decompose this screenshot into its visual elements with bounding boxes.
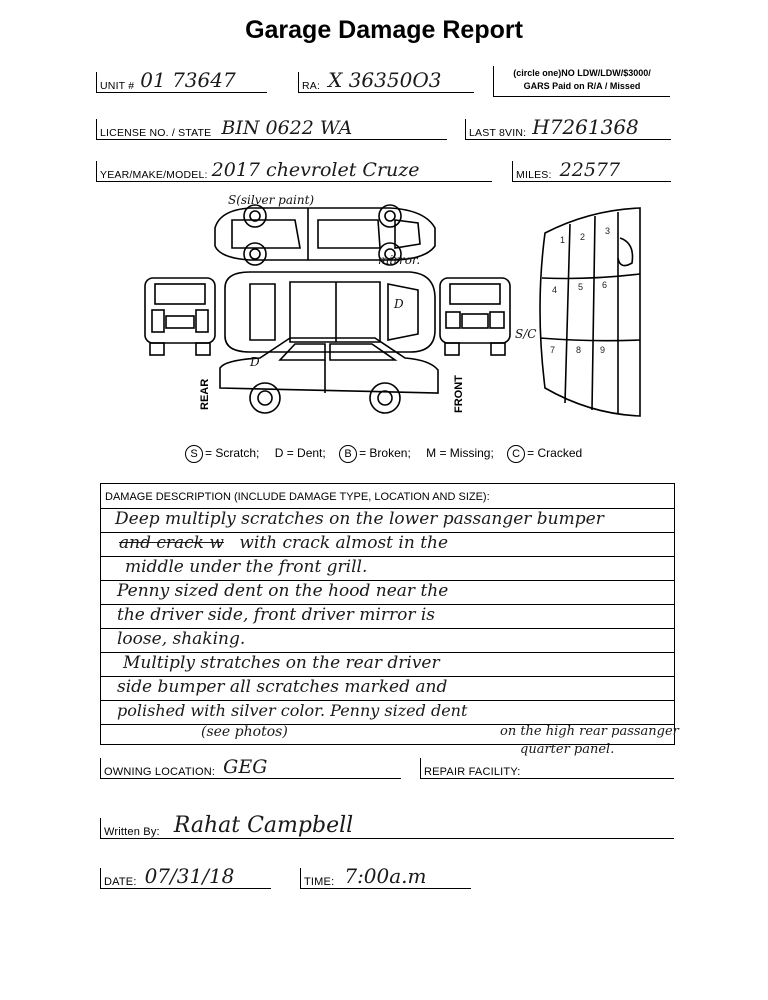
miles-field[interactable] xyxy=(512,161,671,182)
written-by-field[interactable] xyxy=(100,813,674,839)
damage-line-10: (see photos) xyxy=(201,724,288,740)
hood-num-7: 7 xyxy=(550,345,556,355)
time-value: 7:00a.m xyxy=(344,864,427,888)
unit-value: 01 73647 xyxy=(140,68,236,92)
damage-description-box[interactable] xyxy=(100,483,675,745)
written-value: Rahat Campbell xyxy=(173,813,354,838)
miles-value: 22577 xyxy=(559,159,621,181)
damage-line-2 xyxy=(119,533,448,553)
damage-line-5: the driver side, front driver mirror is xyxy=(117,605,436,625)
miles-label: MILES: xyxy=(516,169,552,181)
damage-line-8: side bumper all scratches marked and xyxy=(117,677,448,697)
car-front-view xyxy=(440,278,510,355)
damage-line-1: Deep multiply scratches on the lower passanger bumper xyxy=(115,509,604,529)
license-label: LICENSE NO. / STATE xyxy=(100,127,212,139)
ra-field[interactable] xyxy=(298,68,474,93)
license-value: BIN 0622 WA xyxy=(221,117,353,139)
written-label: Written By: xyxy=(104,826,160,838)
legend-s: S xyxy=(185,445,203,463)
note-dent-top: D xyxy=(394,297,404,311)
ymm-value: 2017 chevrolet Cruze xyxy=(211,159,420,181)
legend xyxy=(185,445,582,463)
damage-description-header: DAMAGE DESCRIPTION (INCLUDE DAMAGE TYPE, LOCATION AND SIZE): xyxy=(105,491,490,503)
repair-label: REPAIR FACILITY: xyxy=(424,766,521,778)
hood-num-2: 2 xyxy=(580,232,586,242)
car-rear-view xyxy=(145,278,215,355)
date-label: DATE: xyxy=(104,876,137,888)
ymm-label: YEAR/MAKE/MODEL: xyxy=(100,169,208,181)
hood-num-3: 3 xyxy=(605,226,611,236)
vehicle-diagram xyxy=(140,188,660,438)
legend-c: C xyxy=(507,445,525,463)
damage-overflow-1: on the high rear passanger xyxy=(500,724,679,739)
page-title: Garage Damage Report xyxy=(245,16,523,44)
damage-line-3: middle under the front grill. xyxy=(125,557,368,577)
vin-value: H7261368 xyxy=(532,115,639,139)
hood-num-4: 4 xyxy=(552,285,558,295)
unit-field[interactable] xyxy=(96,68,267,93)
damage-line-4: Penny sized dent on the hood near the xyxy=(117,581,449,601)
damage-line-6: loose, shaking. xyxy=(117,629,246,649)
legend-cracked: = Cracked xyxy=(527,446,583,460)
date-value: 07/31/18 xyxy=(144,864,235,888)
front-label: FRONT xyxy=(453,375,465,413)
note-mirror: mirror. xyxy=(378,253,421,267)
ra-value: X 36350O3 xyxy=(328,68,442,92)
legend-scratch: = Scratch; xyxy=(205,446,260,460)
hood-num-9: 9 xyxy=(600,345,606,355)
damage-line-9: polished with silver color. Penny sized dent xyxy=(117,701,468,720)
damage-line-2-text: with crack almost in the xyxy=(239,533,449,553)
license-field[interactable] xyxy=(96,119,447,140)
hood-num-8: 8 xyxy=(576,345,582,355)
owning-label: OWNING LOCATION: xyxy=(104,766,216,778)
hood-num-6: 6 xyxy=(602,280,608,290)
rear-label: REAR xyxy=(199,378,211,410)
vin-label: LAST 8VIN: xyxy=(469,127,527,139)
ldw-line2: GARS Paid on R/A / Missed xyxy=(523,81,641,91)
car-side-view xyxy=(220,338,438,413)
damage-overflow-2: quarter panel. xyxy=(520,742,615,757)
hood-panel xyxy=(540,208,640,416)
ra-label: RA: xyxy=(302,80,321,92)
legend-b: B xyxy=(339,445,357,463)
unit-label: UNIT # xyxy=(100,80,135,92)
note-dent-side: D xyxy=(250,355,260,369)
legend-missing: M = Missing; xyxy=(426,446,494,460)
hood-num-1: 1 xyxy=(560,235,566,245)
owning-location-field[interactable] xyxy=(100,758,401,779)
ldw-line1: (circle one)NO LDW/LDW/$3000/ xyxy=(513,68,651,78)
note-silver-paint: S(silver paint) xyxy=(228,193,315,207)
repair-facility-field[interactable] xyxy=(420,758,674,779)
ldw-field[interactable] xyxy=(493,66,670,97)
legend-dent: D = Dent; xyxy=(274,446,326,460)
damage-line-2-strike: and crack w xyxy=(119,533,224,553)
note-sc: S/C xyxy=(515,327,537,341)
time-field[interactable] xyxy=(300,864,471,889)
ymm-field[interactable] xyxy=(96,161,492,182)
time-label: TIME: xyxy=(304,876,335,888)
vin-field[interactable] xyxy=(465,115,671,140)
hood-num-5: 5 xyxy=(578,282,584,292)
owning-value: GEG xyxy=(223,756,268,778)
legend-broken: = Broken; xyxy=(359,446,411,460)
damage-line-7: Multiply stratches on the rear driver xyxy=(123,653,440,673)
car-plan-view xyxy=(225,272,435,352)
date-field[interactable] xyxy=(100,864,271,889)
